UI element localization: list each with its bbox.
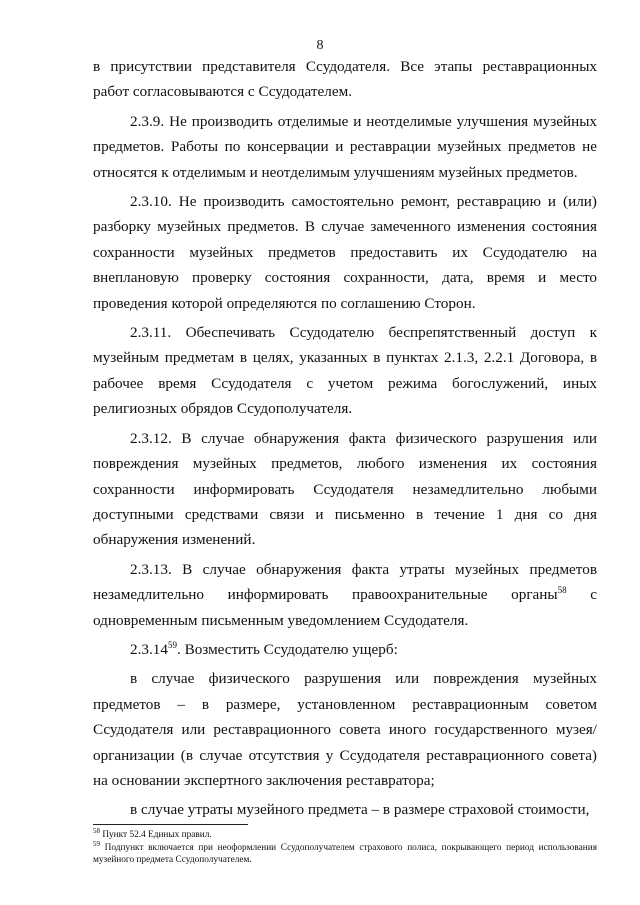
- paragraph: в присутствии представителя Ссудодателя. Все этапы реставрационных работ согласовываются с Ссудодателем.: [93, 58, 597, 101]
- paragraph-2-3-9: 2.3.9. Не производить отделимые и неотделимые улучшения музейных предметов. Работы по консервации и реставрации музейных предметов не относятся к отделимым и неотделимым улучшениям музейных предметов.: [93, 112, 597, 181]
- footnote-ref-58: 58: [557, 585, 567, 596]
- paragraph-text: 2.3.14: [130, 640, 168, 658]
- paragraph-2-3-11: 2.3.11. Обеспечивать Ссудодателю беспрепятственный доступ к музейным предметам в целях, указанных в пунктах 2.1.3, 2.2.1 Договора, в рабочее время Ссудодателя с учетом режима богослужений, иных религиозных обрядов Ссудополучателя.: [93, 324, 597, 418]
- paragraph-text: с одновременным письменным уведомлением Ссудодателя.: [93, 586, 597, 629]
- footnote-divider: [93, 824, 248, 825]
- document-body: [93, 54, 597, 823]
- footnotes: [93, 824, 597, 867]
- footnote-58: [93, 829, 597, 842]
- paragraph-2-3-12: 2.3.12. В случае обнаружения факта физического разрушения или повреждения музейных предметов, любого изменения их состояния сохранности информировать Ссудодателя незамедлительно любыми доступными средствами связи и письменно в течение 1 дня со дня обнаружения изменений.: [93, 429, 597, 549]
- paragraph-text: 2.3.13. В случае обнаружения факта утраты музейных предметов незамедлительно информировать правоохранительные органы: [93, 560, 597, 604]
- page-number: 8: [316, 38, 324, 53]
- footnote-mark: 58: [93, 827, 100, 835]
- paragraph-text: . Возместить Ссудодателю ущерб:: [176, 640, 398, 658]
- footnote-text: Пункт 52.4 Единых правил.: [100, 830, 212, 840]
- paragraph-loss: в случае утраты музейного предмета – в размере страховой стоимости,: [130, 801, 590, 819]
- paragraph-2-3-10: 2.3.10. Не производить самостоятельно ремонт, реставрацию и (или) разборку музейных предметов. В случае замеченного изменения состояния сохранности музейных предметов предоставить их Ссудодателю на внеплановую проверку состояния сохранности, дата, время и место проведения которой определяются по соглашению Сторон.: [93, 193, 597, 312]
- footnote-ref-59: 59: [167, 639, 177, 650]
- footnote-text: Подпункт включается при неоформлении Ссудополучателем страхового полиса, покрывающего период использования музейного предмета Ссудополучателем.: [93, 842, 597, 865]
- footnote-mark: 59: [93, 839, 100, 848]
- paragraph-damage: в случае физического разрушения или повреждения музейных предметов – в размере, установленном реставрационным советом Ссудодателя или реставрационного совета иного государственного музея/организации (в случае отсутствия у Ссудодателя реставрационного совета) на основании экспертного заключения реставратора;: [93, 670, 597, 789]
- paragraph-2-3-14: [93, 637, 597, 662]
- footnote-59: [93, 839, 597, 867]
- paragraph-2-3-13: [93, 557, 597, 633]
